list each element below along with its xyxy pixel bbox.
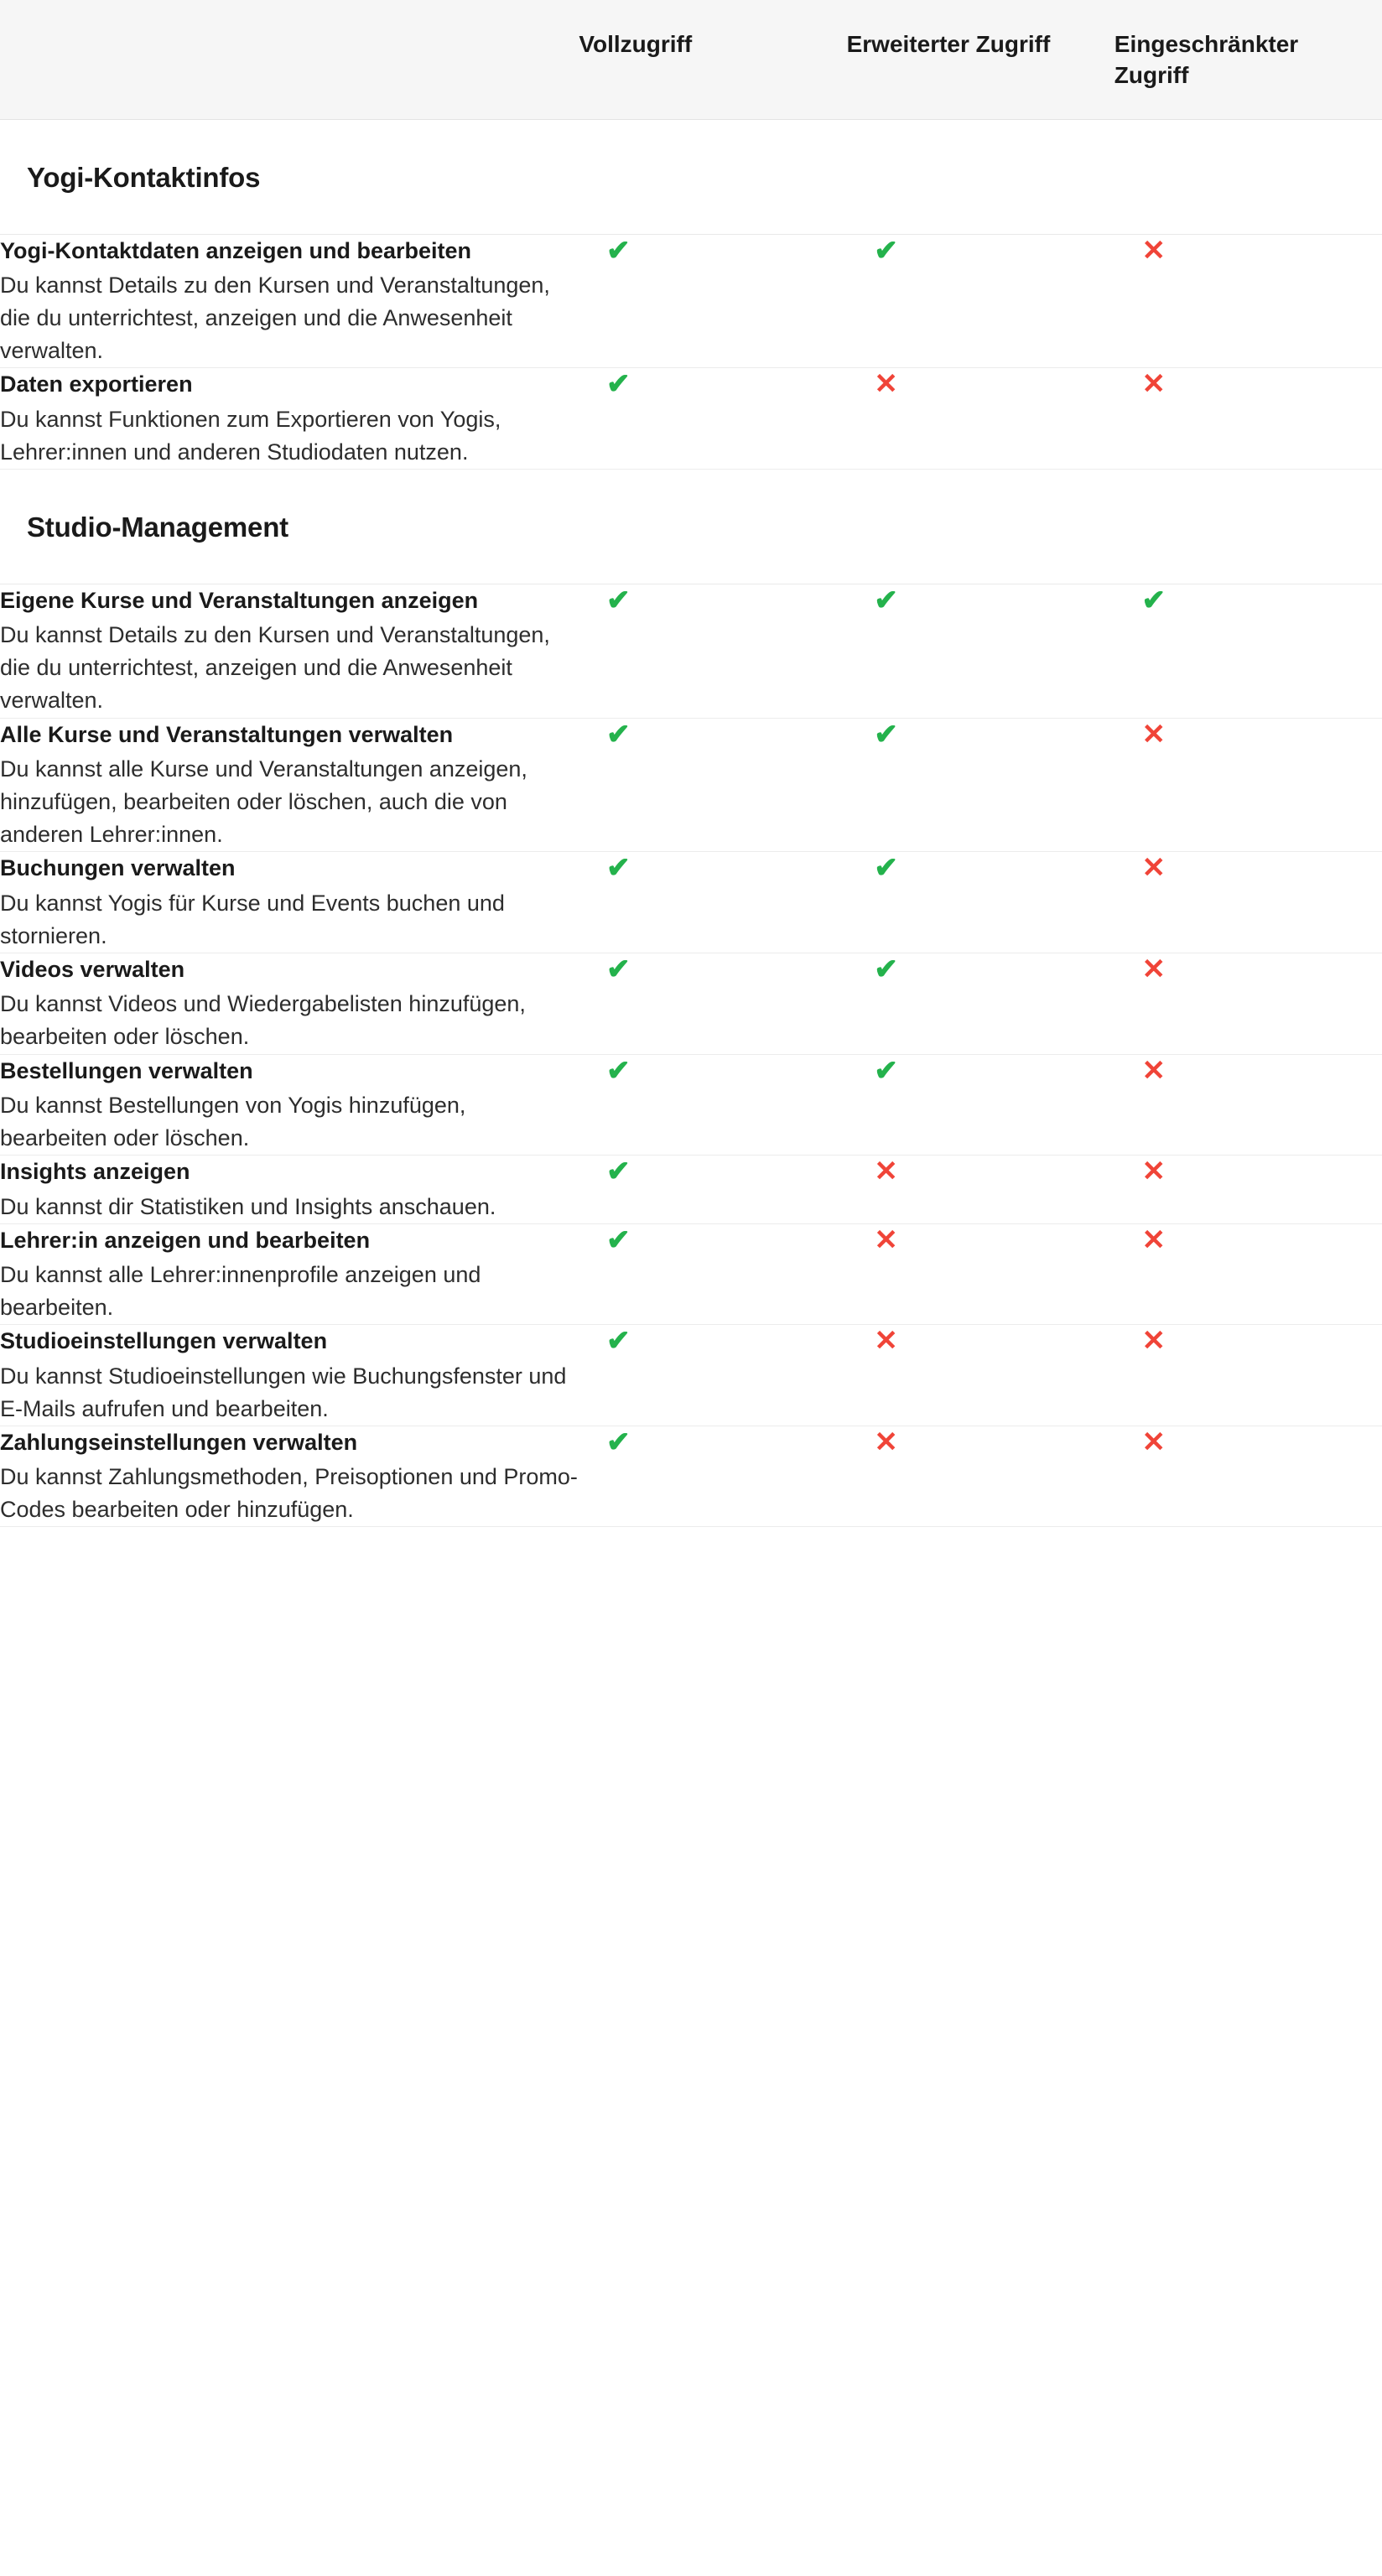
table-row xyxy=(0,234,1382,368)
cross-icon: ✕ xyxy=(1141,1054,1166,1087)
feature-cell xyxy=(0,368,579,470)
column-header-extended-access xyxy=(847,0,1114,119)
check-icon: ✔ xyxy=(606,368,631,401)
permission-cell-limited-access xyxy=(1114,718,1382,852)
feature-title: Yogi-Kontaktdaten anzeigen und bearbeiten xyxy=(0,237,472,263)
column-header-limited-access-label: Eingeschränkter Zugriff xyxy=(1114,31,1299,89)
permission-cell-extended-access xyxy=(847,1054,1114,1156)
permission-cell-full-access xyxy=(579,368,846,470)
permission-cell-limited-access xyxy=(1114,1426,1382,1527)
permission-cell-limited-access xyxy=(1114,1223,1382,1325)
feature-cell xyxy=(0,1325,579,1426)
table-row xyxy=(0,1426,1382,1527)
permission-cell-extended-access xyxy=(847,1223,1114,1325)
table-row xyxy=(0,1325,1382,1426)
permission-cell-full-access xyxy=(579,1426,846,1527)
section-row xyxy=(0,469,1382,584)
permission-cell-limited-access xyxy=(1114,1054,1382,1156)
feature-cell xyxy=(0,1156,579,1223)
feature-cell xyxy=(0,1426,579,1527)
permission-cell-extended-access xyxy=(847,584,1114,718)
cross-icon: ✕ xyxy=(1141,953,1166,985)
cross-icon: ✕ xyxy=(1141,1156,1166,1188)
table-header xyxy=(0,0,1382,119)
check-icon: ✔ xyxy=(874,1054,898,1087)
feature-cell xyxy=(0,1223,579,1325)
column-header-full-access-label: Vollzugriff xyxy=(579,31,693,57)
permission-cell-extended-access xyxy=(847,234,1114,368)
feature-cell xyxy=(0,1054,579,1156)
cross-icon: ✕ xyxy=(874,368,898,401)
permission-cell-extended-access xyxy=(847,1156,1114,1223)
feature-title: Buchungen verwalten xyxy=(0,855,236,881)
permission-cell-limited-access xyxy=(1114,1156,1382,1223)
feature-title: Videos verwalten xyxy=(0,956,185,982)
permission-cell-full-access xyxy=(579,1223,846,1325)
feature-description: Du kannst Yogis für Kurse und Events buchen und stornieren. xyxy=(0,890,505,948)
feature-title: Alle Kurse und Veranstaltungen verwalten xyxy=(0,721,454,747)
permission-cell-limited-access xyxy=(1114,852,1382,953)
section-title: Studio-Management xyxy=(27,511,288,543)
feature-description: Du kannst Videos und Wiedergabelisten hinzufügen, bearbeiten oder löschen. xyxy=(0,991,526,1050)
column-header-limited-access xyxy=(1114,0,1382,119)
cross-icon: ✕ xyxy=(874,1156,898,1188)
feature-description: Du kannst Bestellungen von Yogis hinzufügen, bearbeiten oder löschen. xyxy=(0,1092,466,1151)
column-header-full-access xyxy=(579,0,846,119)
permission-cell-limited-access xyxy=(1114,368,1382,470)
check-icon: ✔ xyxy=(874,953,898,985)
feature-description: Du kannst dir Statistiken und Insights anschauen. xyxy=(0,1193,496,1219)
feature-title: Insights anzeigen xyxy=(0,1159,190,1185)
cross-icon: ✕ xyxy=(874,1223,898,1256)
feature-description: Du kannst Zahlungsmethoden, Preisoptionen und Promo-Codes bearbeiten oder hinzufügen. xyxy=(0,1464,578,1523)
cross-icon: ✕ xyxy=(874,1426,898,1458)
permission-cell-full-access xyxy=(579,1156,846,1223)
permission-cell-full-access xyxy=(579,852,846,953)
table-row xyxy=(0,1054,1382,1156)
feature-title: Daten exportieren xyxy=(0,371,193,397)
check-icon: ✔ xyxy=(874,852,898,885)
feature-title: Bestellungen verwalten xyxy=(0,1057,253,1083)
cross-icon: ✕ xyxy=(874,1325,898,1358)
check-icon: ✔ xyxy=(874,234,898,267)
permission-cell-limited-access xyxy=(1114,234,1382,368)
section-title: Yogi-Kontaktinfos xyxy=(27,161,261,193)
check-icon: ✔ xyxy=(606,234,631,267)
cross-icon: ✕ xyxy=(1141,234,1166,267)
check-icon: ✔ xyxy=(606,852,631,885)
permission-cell-full-access xyxy=(579,718,846,852)
check-icon: ✔ xyxy=(874,584,898,616)
feature-title: Studioeinstellungen verwalten xyxy=(0,1328,328,1354)
feature-description: Du kannst Details zu den Kursen und Veranstaltungen, die du unterrichtest, anzeigen und die Anwesenheit verwalten. xyxy=(0,622,550,714)
table-row xyxy=(0,1223,1382,1325)
permission-cell-full-access xyxy=(579,953,846,1054)
permission-cell-extended-access xyxy=(847,718,1114,852)
check-icon: ✔ xyxy=(606,584,631,616)
feature-title: Lehrer:in anzeigen und bearbeiten xyxy=(0,1227,371,1253)
table-row xyxy=(0,1156,1382,1223)
check-icon: ✔ xyxy=(874,718,898,750)
permission-cell-extended-access xyxy=(847,368,1114,470)
section-header-cell xyxy=(0,119,1382,234)
check-icon: ✔ xyxy=(606,953,631,985)
cross-icon: ✕ xyxy=(1141,718,1166,750)
permission-cell-extended-access xyxy=(847,852,1114,953)
check-icon: ✔ xyxy=(606,718,631,750)
permission-cell-limited-access xyxy=(1114,584,1382,718)
feature-cell xyxy=(0,852,579,953)
check-icon: ✔ xyxy=(606,1325,631,1358)
permission-cell-full-access xyxy=(579,1325,846,1426)
permission-cell-full-access xyxy=(579,1054,846,1156)
table-row xyxy=(0,368,1382,470)
feature-cell xyxy=(0,718,579,852)
cross-icon: ✕ xyxy=(1141,852,1166,885)
check-icon: ✔ xyxy=(1141,584,1166,616)
permission-cell-full-access xyxy=(579,584,846,718)
table-body xyxy=(0,119,1382,1527)
column-header-extended-access-label: Erweiterter Zugriff xyxy=(846,31,1051,57)
feature-title: Eigene Kurse und Veranstaltungen anzeigen xyxy=(0,587,479,613)
feature-cell xyxy=(0,584,579,718)
feature-description: Du kannst Details zu den Kursen und Veranstaltungen, die du unterrichtest, anzeigen und die Anwesenheit verwalten. xyxy=(0,272,550,364)
table-row xyxy=(0,584,1382,718)
feature-description: Du kannst Studioeinstellungen wie Buchungsfenster und E-Mails aufrufen und bearbeiten. xyxy=(0,1363,567,1421)
permission-cell-extended-access xyxy=(847,1426,1114,1527)
table-row xyxy=(0,852,1382,953)
table-header-row xyxy=(0,0,1382,119)
feature-cell xyxy=(0,953,579,1054)
table-row xyxy=(0,718,1382,852)
check-icon: ✔ xyxy=(606,1054,631,1087)
feature-description: Du kannst alle Kurse und Veranstaltungen anzeigen, hinzufügen, bearbeiten oder löschen, auch die von anderen Lehrer:innen. xyxy=(0,756,527,848)
feature-column-header xyxy=(0,0,579,119)
cross-icon: ✕ xyxy=(1141,1223,1166,1256)
cross-icon: ✕ xyxy=(1141,1325,1166,1358)
check-icon: ✔ xyxy=(606,1426,631,1458)
feature-description: Du kannst Funktionen zum Exportieren von Yogis, Lehrer:innen und anderen Studiodaten nutzen. xyxy=(0,406,501,465)
section-header-cell xyxy=(0,469,1382,584)
permission-cell-full-access xyxy=(579,234,846,368)
permission-cell-extended-access xyxy=(847,1325,1114,1426)
table-row xyxy=(0,953,1382,1054)
permission-cell-extended-access xyxy=(847,953,1114,1054)
permission-cell-limited-access xyxy=(1114,1325,1382,1426)
cross-icon: ✕ xyxy=(1141,1426,1166,1458)
feature-cell xyxy=(0,234,579,368)
check-icon: ✔ xyxy=(606,1156,631,1188)
section-row xyxy=(0,119,1382,234)
feature-title: Zahlungseinstellungen verwalten xyxy=(0,1429,358,1455)
cross-icon: ✕ xyxy=(1141,368,1166,401)
feature-description: Du kannst alle Lehrer:innenprofile anzeigen und bearbeiten. xyxy=(0,1261,481,1321)
check-icon: ✔ xyxy=(606,1223,631,1256)
permission-cell-limited-access xyxy=(1114,953,1382,1054)
